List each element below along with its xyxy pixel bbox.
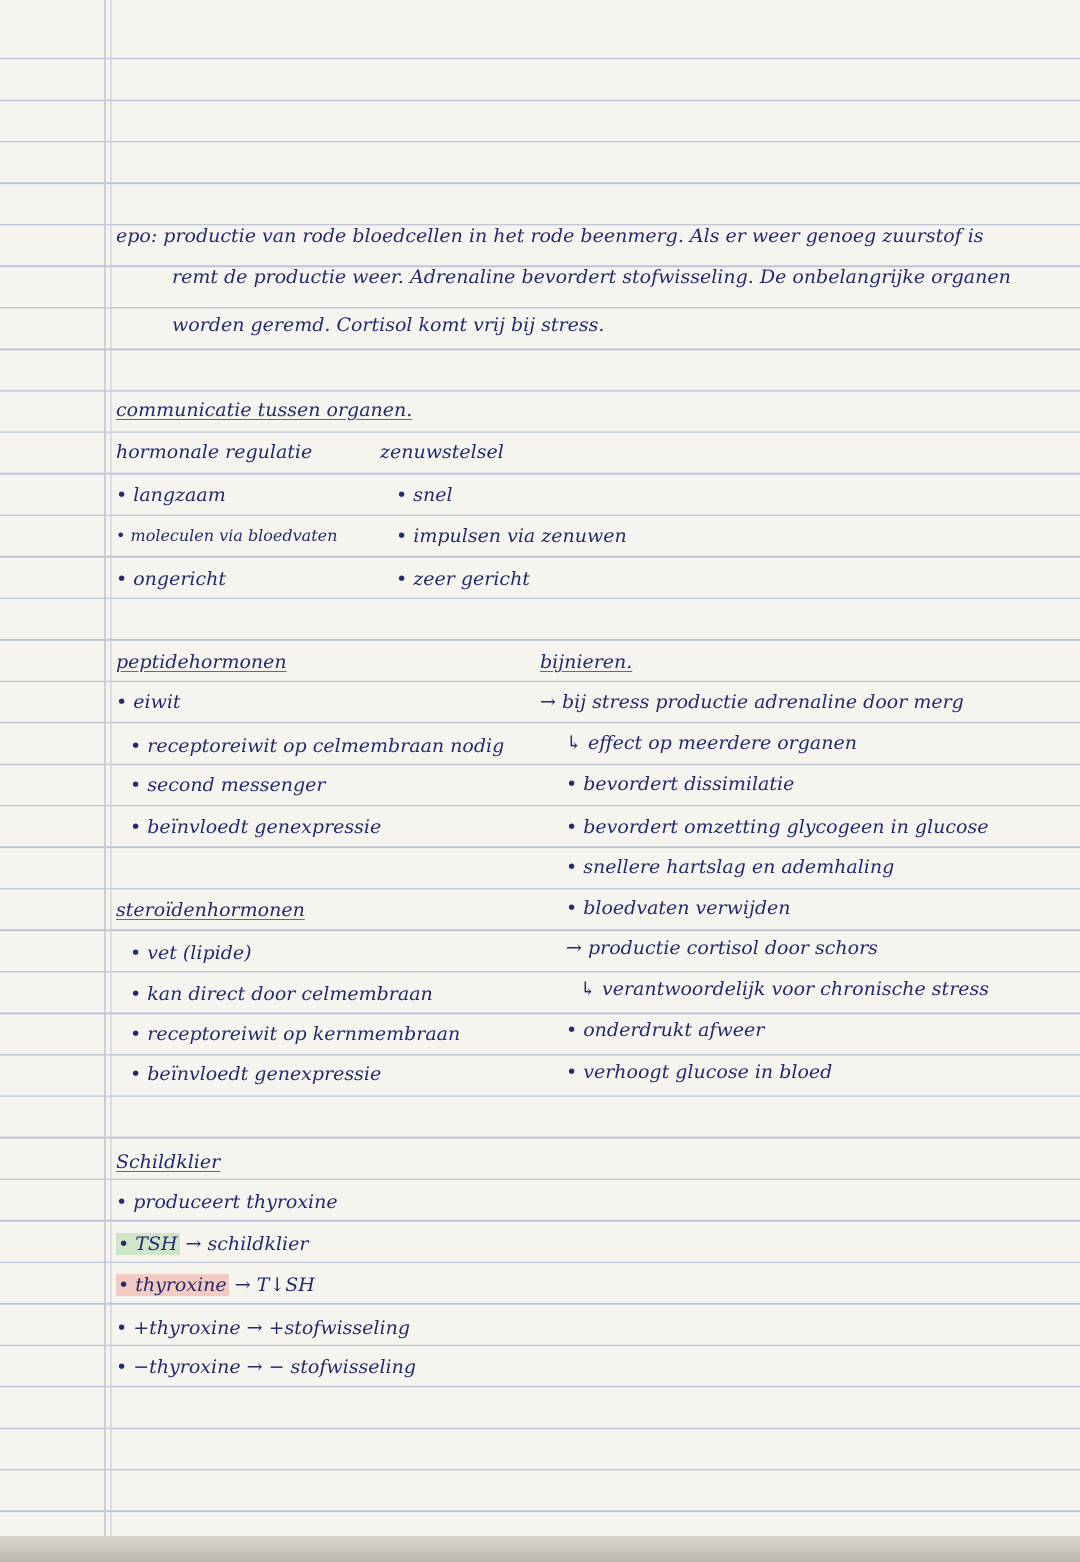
bijnieren-line-6: • bloedvaten verwijden — [566, 897, 791, 919]
thyroxine-highlight: • thyroxine — [118, 1274, 227, 1296]
zenuwstelsel-item-3: • zeer gericht — [396, 568, 530, 590]
epo-line-3: worden geremd. Cortisol komt vrij bij stress. — [172, 314, 605, 336]
hormonale-item-3: • ongericht — [116, 568, 227, 590]
tsh-highlight: • TSH — [118, 1233, 178, 1255]
steroide-item-1: • vet (lipide) — [130, 942, 252, 964]
steroide-item-2: • kan direct door celmembraan — [130, 983, 433, 1005]
communicatie-heading: communicatie tussen organen. — [116, 399, 413, 421]
hormonale-item-1: • langzaam — [116, 484, 226, 506]
schildklier-line-3 — [116, 1273, 315, 1297]
hormonale-regulatie-title: hormonale regulatie — [116, 441, 313, 463]
hormonale-item-2: • moleculen via bloedvaten — [116, 526, 338, 545]
bijnieren-line-5: • snellere hartslag en ademhaling — [566, 856, 895, 878]
page-bottom-edge — [0, 1536, 1080, 1562]
bijnieren-line-2: ↳ effect op meerdere organen — [566, 732, 857, 754]
bijnieren-line-4: • bevordert omzetting glycogeen in glucose — [566, 816, 989, 838]
thyroxine-arrow: → T — [228, 1274, 270, 1296]
sh-text: SH — [285, 1274, 315, 1296]
zenuwstelsel-item-1: • snel — [396, 484, 453, 506]
bijnieren-line-8: ↳ verantwoordelijk voor chronische stress — [580, 978, 990, 1000]
epo-line-1: epo: productie van rode bloedcellen in het rode beenmerg. Als er weer genoeg zuurstof is — [116, 225, 984, 247]
steroide-item-4: • beïnvloedt genexpressie — [130, 1063, 382, 1085]
down-arrow-icon: ↓ — [269, 1274, 286, 1296]
margin-line — [104, 0, 106, 1562]
bijnieren-line-9: • onderdrukt afweer — [566, 1019, 765, 1041]
peptide-item-3: • second messenger — [130, 774, 326, 796]
peptide-item-2: • receptoreiwit op celmembraan nodig — [130, 735, 505, 757]
bijnieren-line-10: • verhoogt glucose in bloed — [566, 1061, 833, 1083]
schildklier-line-4: • +thyroxine → +stofwisseling — [116, 1317, 410, 1339]
bijnieren-line-1: → bij stress productie adrenaline door merg — [540, 691, 964, 713]
bijnieren-line-7: → productie cortisol door schors — [566, 937, 878, 959]
steroide-item-3: • receptoreiwit op kernmembraan — [130, 1023, 461, 1045]
schildklier-heading: Schildklier — [116, 1151, 221, 1173]
peptide-item-4: • beïnvloedt genexpressie — [130, 816, 382, 838]
schildklier-line-1: • produceert thyroxine — [116, 1191, 338, 1213]
zenuwstelsel-item-2: • impulsen via zenuwen — [396, 525, 627, 547]
bijnieren-heading: bijnieren. — [540, 651, 633, 673]
peptide-item-1: • eiwit — [116, 691, 181, 713]
tsh-target: → schildklier — [179, 1233, 309, 1255]
margin-line-secondary — [110, 0, 112, 1562]
epo-line-2: remt de productie weer. Adrenaline bevordert stofwisseling. De onbelangrijke organen — [172, 266, 1011, 288]
bijnieren-line-3: • bevordert dissimilatie — [566, 773, 795, 795]
schildklier-line-5: • −thyroxine → − stofwisseling — [116, 1356, 417, 1378]
peptidehormonen-heading: peptidehormonen — [116, 651, 287, 673]
schildklier-line-2 — [116, 1232, 308, 1256]
steroidenhormonen-heading: steroïdenhormonen — [116, 899, 305, 921]
zenuwstelsel-title: zenuwstelsel — [380, 441, 504, 463]
